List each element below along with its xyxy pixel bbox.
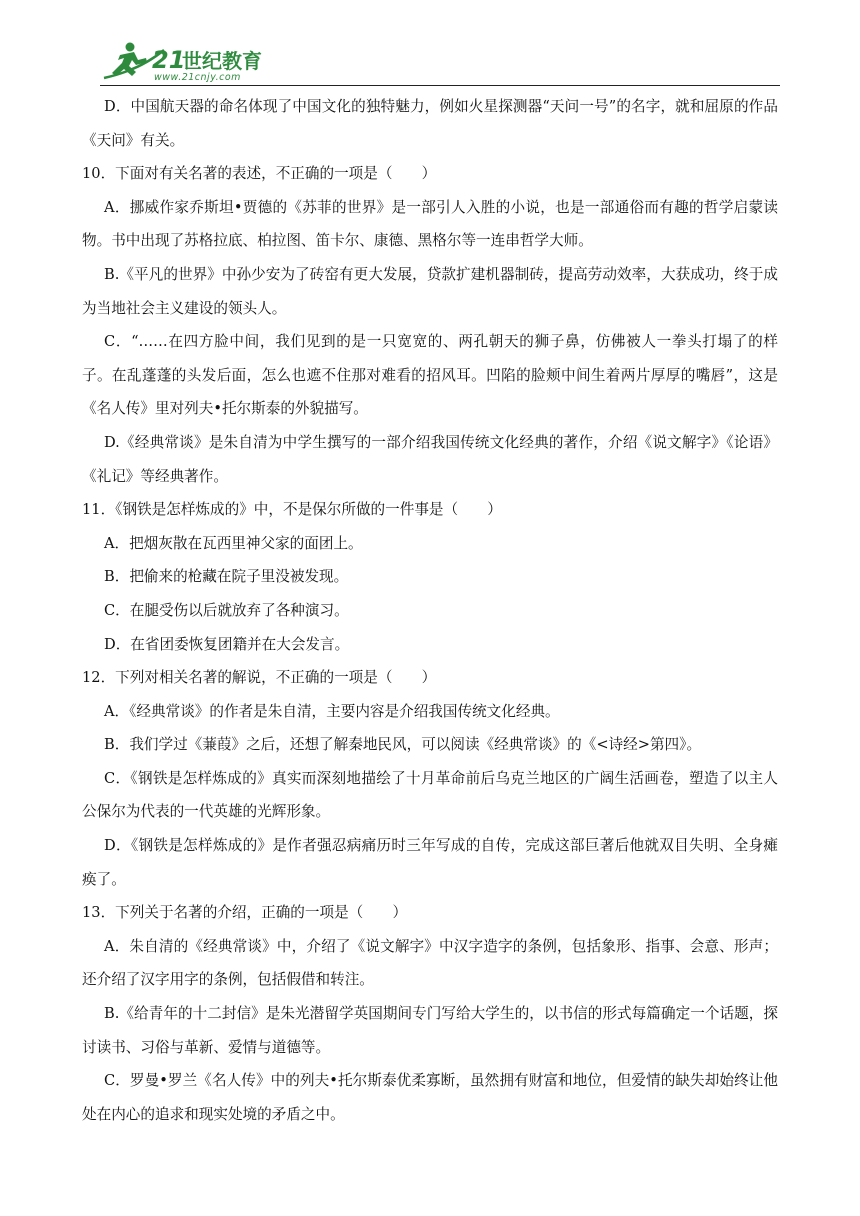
option-12a: A．《经典常谈》的作者是朱自清，主要内容是介绍我国传统文化经典。: [104, 702, 560, 720]
logo-text: 世纪教育: [182, 49, 262, 73]
question-10: 10．下面对有关名著的表述，不正确的一项是（ ）: [82, 165, 437, 183]
question-12: 12．下列对相关名著的解说，不正确的一项是（ ）: [82, 669, 437, 687]
option-10c: C．“……在四方脸中间，我们见到的是一只宽宽的、两孔朝天的狮子鼻，仿佛被人一拳头打塌了的样子。在乱蓬蓬的头发后面，怎么也遮不住那对难看的招风耳。凹陷的脸颊中间生着两片厚厚的嘴唇”，这是《名人传》里对列夫•托尔斯泰的外貌描写。: [82, 333, 778, 418]
option-11a: A．把烟灰散在瓦西里神父家的面团上。: [104, 534, 363, 552]
option-11c: C．在腿受伤以后就放弃了各种演习。: [104, 601, 349, 619]
21cnjy-logo: [100, 38, 280, 84]
page-header: [100, 38, 780, 88]
question-11: 11．《钢铁是怎样炼成的》中，不是保尔所做的一件事是（ ）: [82, 501, 502, 519]
option-11b: B．把偷来的枪藏在院子里没被发现。: [104, 568, 349, 586]
svg-text:www.21cnjy.com: www.21cnjy.com: [154, 72, 241, 83]
option-13a: A．朱自清的《经典常谈》中，介绍了《说文解字》中汉字造字的条例，包括象形、指事、会意、形声；还介绍了汉字用字的条例，包括假借和转注。: [82, 937, 778, 989]
option-12d: D．《钢铁是怎样炼成的》是作者强忍病痛历时三年写成的自传，完成这部巨著后他就双目失明、全身瘫痪了。: [82, 837, 778, 888]
option-11d: D．在省团委恢复团籍并在大会发言。: [104, 635, 350, 653]
option-12c: C．《钢铁是怎样炼成的》真实而深刻地描绘了十月革命前后乌克兰地区的广阔生活画卷，塑造了以主人公保尔为代表的一代英雄的光辉形象。: [82, 769, 778, 821]
option-13c: C．罗曼•罗兰《名人传》中的列夫•托尔斯泰优柔寡断，虽然拥有财富和地位，但爱情的缺失却始终让他处在内心的追求和现实处境的矛盾之中。: [82, 1072, 778, 1123]
option-13b: B.《给青年的十二封信》是朱光潜留学英国期间专门写给大学生的，以书信的形式每篇确定一个话题，探讨读书、习俗与革新、爱情与道德等。: [82, 1005, 778, 1056]
svg-text:21: 21: [152, 46, 186, 74]
option-10b: B.《平凡的世界》中孙少安为了砖窑有更大发展，贷款扩建机器制砖，提高劳动效率，大获成功，终于成为当地社会主义建设的领头人。: [82, 265, 778, 317]
option-10a: A．挪威作家乔斯坦•贾德的《苏菲的世界》是一部引人入胜的小说，也是一部通俗而有趣的哲学启蒙读物。书中出现了苏格拉底、柏拉图、笛卡尔、康德、黑格尔等一连串哲学大师。: [82, 198, 778, 250]
option-10d: D.《经典常谈》是朱自清为中学生撰写的一部介绍我国传统文化经典的著作，介绍《说文解字》《论语》《礼记》等经典著作。: [82, 433, 778, 485]
document-body: [82, 90, 778, 1131]
option-12b: B．我们学过《蒹葭》之后，还想了解秦地民风，可以阅读《经典常谈》的《<诗经>第四》。: [104, 736, 702, 754]
header-divider: [100, 85, 780, 86]
option-9d: D．中国航天器的命名体现了中国文化的独特魅力，例如火星探测器“天问一号”的名字，就和屈原的作品《天问》有关。: [82, 98, 778, 149]
question-13: 13．下列关于名著的介绍，正确的一项是（ ）: [82, 904, 408, 922]
